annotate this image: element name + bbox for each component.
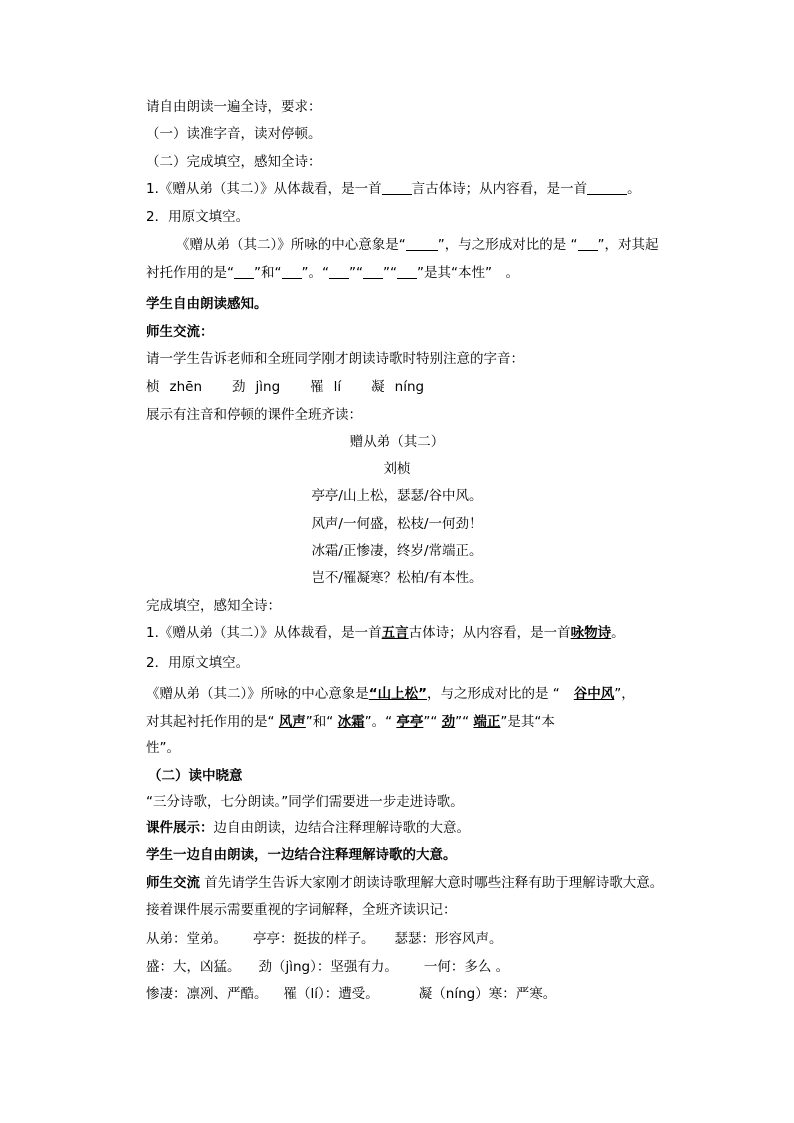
- gloss-row-2: 盛：大，凶猛。 劲（jìng）：坚强有力。 一何：多么 。: [146, 959, 510, 975]
- poem-line: 岂不/罹凝寒？松柏/有本性。: [311, 570, 483, 586]
- requirement-2: （二）完成填空，感知全诗：: [146, 154, 322, 170]
- blank: [363, 264, 383, 279]
- poem-title: 赠从弟（其二）: [349, 434, 445, 450]
- blank: [397, 264, 417, 279]
- next-line: 接着课件展示需要重视的字词解释，全班齐读识记：: [146, 902, 457, 918]
- intro-line: 请自由朗读一遍全诗，要求：: [146, 99, 322, 115]
- question-2: 2．用原文填空。: [146, 209, 250, 225]
- student-read-heading: 学生自由朗读感知。: [146, 296, 268, 312]
- exchange-line: 师生交流 首先请学生告诉大家刚才朗读诗歌理解大意时哪些注释有助于理解诗歌大意。: [146, 875, 664, 891]
- answer-1: 1.《赠从弟（其二）》从体裁看，是一首五言古体诗；从内容看，是一首咏物诗。: [146, 625, 625, 641]
- poem-line: 冰霜/正惨凄，终岁/常端正。: [311, 543, 483, 559]
- blank: [578, 236, 598, 251]
- gloss-row-1: 从弟：堂弟。 亭亭：挺拔的样子。 瑟瑟：形容风声。: [146, 931, 503, 947]
- gloss-row-3: 惨凄：凛冽、严酷。 罹（lí）：遭受。 凝（níng）寒：严寒。: [146, 986, 557, 1002]
- blank: [282, 264, 302, 279]
- poem-author: 刘桢: [383, 461, 411, 477]
- question-2-line-2: 衬托作用的是“ ”和“ ”。“ ”“ ”“ ”是其“本性” 。: [146, 265, 519, 281]
- ppt-show-line: 课件展示：边自由朗读，边结合注释理解诗歌的大意。: [146, 820, 470, 836]
- requirement-1: （一）读准字音，读对停顿。: [146, 126, 322, 142]
- poem-line: 亭亭/山上松，瑟瑟/谷中风。: [311, 488, 483, 504]
- question-2-line-1: 《赠从弟（其二）》所咏的中心意象是“ ”，与之形成对比的是 “ ”，对其起: [176, 237, 659, 253]
- blank: [382, 180, 412, 195]
- answer-heading: 完成填空，感知全诗：: [146, 598, 281, 614]
- blank: [406, 236, 438, 251]
- teacher-talk-heading: 师生交流：: [146, 324, 214, 340]
- ask-line: 请一学生告诉老师和全班同学刚才朗读诗歌时特别注意的字音：: [146, 351, 524, 367]
- answer-5: 性”。: [146, 740, 180, 756]
- blank: [234, 264, 254, 279]
- quote-line: “三分诗歌，七分朗读。”同学们需要进一步走进诗歌。: [146, 794, 464, 810]
- student-task-line: 学生一边自由朗读，一边结合注释理解诗歌的大意。: [146, 847, 457, 863]
- show-line: 展示有注音和停顿的课件全班齐读：: [146, 407, 362, 423]
- poem-line: 风声/一何盛，松枝/一何劲！: [311, 516, 483, 532]
- blank: [329, 264, 349, 279]
- answer-3: 《赠从弟（其二）》所咏的中心意象是“山上松”，与之形成对比的是 “ 谷中风”，: [146, 686, 635, 702]
- answer-2: 2．用原文填空。: [146, 655, 250, 671]
- question-1: 1.《赠从弟（其二）》从体裁看，是一首 言古体诗；从内容看，是一首 。: [146, 181, 641, 197]
- section-heading: （二）读中晓意: [148, 768, 243, 784]
- answer-4: 对其起衬托作用的是“ 风声”和“ 冰霜”。“ 亭亭”“ 劲”“ 端正”是其“本: [146, 714, 555, 730]
- pinyin-row: 桢 zhēn 劲 jìng 罹 lí 凝 níng: [146, 379, 425, 395]
- blank: [587, 180, 627, 195]
